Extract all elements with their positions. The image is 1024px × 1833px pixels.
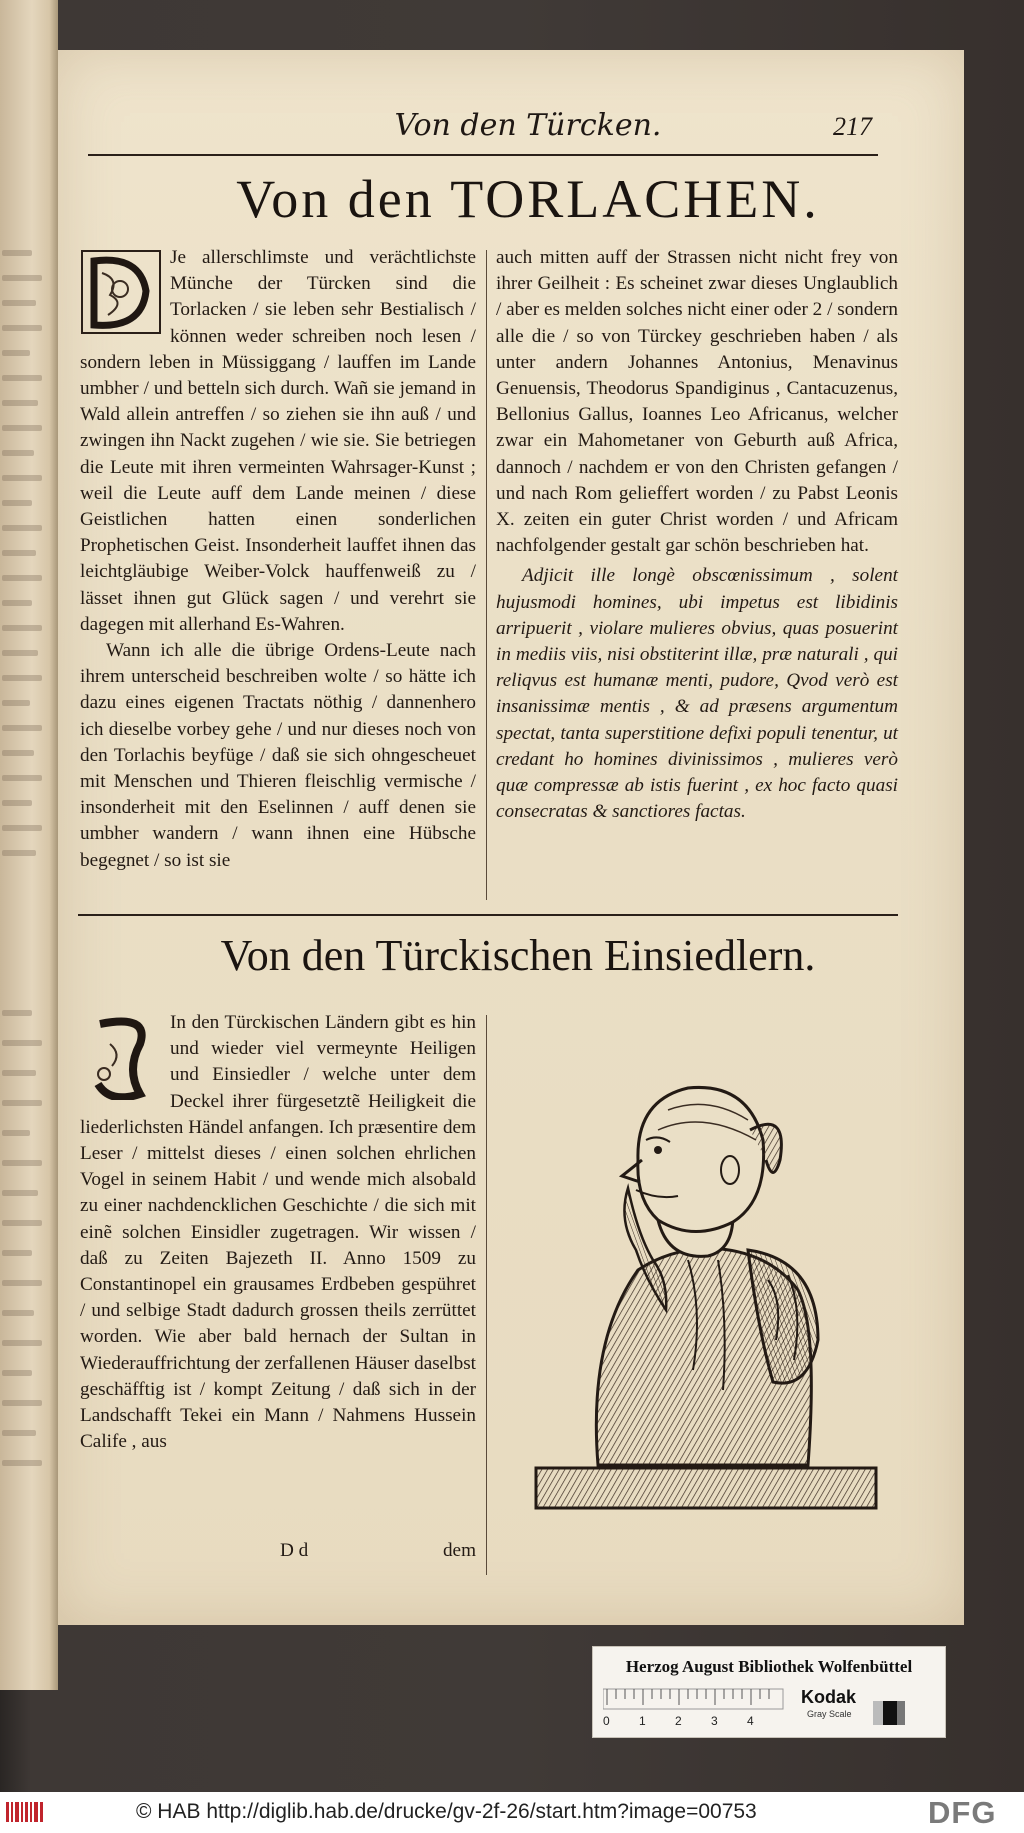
page-number: 217 (833, 112, 872, 141)
previous-page-edge (0, 0, 58, 1690)
hab-barcode-logo-icon (6, 1800, 46, 1824)
ruler-number: 2 (675, 1714, 682, 1728)
decorated-initial-icon (80, 249, 162, 335)
left-column-torlachen (80, 245, 476, 874)
copyright-link[interactable]: © HAB http://diglib.hab.de/drucke/gv-2f-26/start.htm?image=00753 (136, 1800, 757, 1823)
gray-scale-ruler-icon (603, 1685, 803, 1729)
book-page (58, 50, 964, 1625)
ruler-number: 0 (603, 1714, 610, 1728)
column-divider (486, 250, 487, 900)
decorated-initial-icon (80, 1014, 162, 1100)
library-color-card (592, 1646, 946, 1738)
paragraph: In den Türckischen Ländern gibt es hin und wieder viel vermeynte Heiligen und Einsiedler / welche unter dem Deckel ihrer fürgesetztẽ Heiligkeit die liederlichsten Händel anfangen. Ich præsentire dem Leser / mittelst dieses / einen solchen ehrlichen Vogel in seinem Habit / und wende mich alsobald zu einer nachdencklichen Geschichte / die sich mit einẽ solchen Einsidler zugetragen. Wir wissen / daß zu Zeiten Bajezeth II. Anno 1509 zu Constantinopel ein grausames Erdbeben gespühret / und selbige Stadt dadurch grossen theils zerrüttet worden. Wie aber bald hernach der Sultan in Wiederauffrichtung der zerfallenen Häuser daselbst geschäfftig ist / kompt Zeitung / daß sich in der Landschafft Tekei ein Mann / Nahmens Hussein Calife , aus (80, 1012, 476, 1453)
viewer-footer (0, 1792, 1024, 1833)
left-column-einsiedlern (80, 1010, 476, 1455)
running-head: Von den Türcken. (394, 108, 662, 143)
paragraph: Je allerschlimste und verächtlichste Münche der Türcken sind die Torlacken / sie leben sehr Bestialisch / können weder schreiben noch lesen / sondern leben in Müssiggang / lauffen im Lande umbher / und betteln sich durch. Wañ sie jemand in Wald allein antreffen / so ziehen sie ihn auß / und zwingen ihn Nackt zugehen / wie sie. Sie betriegen die Leute mit ihren vermeinten Wahrsager-Kunst ; weil die Leute auff dem Lande meinen / diese Geistlichen hatten einen sonderlichen Prophetischen Geist. Insonderheit lauffet ihnen das leichtgläubige Weiber-Volck hauffenweiß zu / lässet ihnen gut Glück sagen / und verehrt sie dagegen mit allerhand Es-Wahren. (80, 247, 476, 635)
library-name: Herzog August Bibliothek Wolfenbüttel (625, 1657, 913, 1676)
column-divider (486, 1015, 487, 1575)
right-column-torlachen (496, 245, 898, 825)
signature-mark: D d (280, 1540, 309, 1561)
ruler-number: 3 (711, 1714, 718, 1728)
ruler-number: 4 (747, 1714, 754, 1728)
paragraph: auch mitten auff der Strassen nicht nicht frey von ihrer Geilheit : Es scheinet zwar dieses Unglaublich / aber es melden solches nicht einer oder 2 / sondern alle die / so von Türckey geschrieben haben / als unter andern Johannes Antonius, Menavinus Genuensis, Theodorus Spandiginus , Cantacuzenus, Bellonius Gallus, Ioannes Leo Africanus, welcher zwar ein Mahometaner von Geburth auß Africa, dannoch / nachdem er von den Christen gefangen / und nach Rom gelieffert worden / zu Pabst Leonis X. zeiten ein guter Christ worden / und Africam nachfolgender gestalt gar schön beschrieben hat. (496, 247, 898, 557)
section-rule (78, 914, 898, 916)
gray-swatch-icon (873, 1697, 907, 1727)
kodak-label: Kodak (801, 1687, 857, 1707)
dervish-woodcut-illustration (518, 1010, 898, 1530)
catchword: dem (442, 1540, 476, 1561)
paragraph-latin: Adjicit ille longè obscœnissimum , solent hujusmodi homines, ubi impetus est libidinis arripuerit , violare mulieres obvius, quas posuerint in mediis viis, nisi obstiterint illæ, præ naturali , qui reliqvus est humanæ menti, pudore, Qvod verò est insanissimæ mentis , & ad præsens argumentum spectat, tanta superstitione defixi populi tenentur, ut credant ho homines divinissimos , mulieres verò quæ compressæ ab istis fuerint , ex hoc facto quasi consecratas & sanctiores factas. (496, 565, 898, 823)
section-title-torlachen: Von den TORLACHEN. (236, 169, 820, 229)
section-title-einsiedlern: Von den Türckischen Einsiedlern. (220, 931, 816, 980)
ruler-number: 1 (639, 1714, 646, 1728)
header-rule (88, 154, 878, 156)
gray-scale-label: Gray Scale (807, 1709, 852, 1719)
dfg-logo: DFG (928, 1795, 997, 1830)
paragraph: Wann ich alle die übrige Ordens-Leute nach ihrem unterscheid beschreiben wolte / so hätte ich dazu eines eigenen Tractats nöthig / dannenhero ich dieselbe vorbey gehe / und nur dieses noch von den Torlachis beyfüge / daß sie sich ohngescheuet mit Menschen und Thieren fleischlig vermische / insonderheit mit den Eselinnen / auff denen sie umbher wandern / wann ihnen eine Hübsche begegnet / so ist sie (80, 640, 476, 871)
